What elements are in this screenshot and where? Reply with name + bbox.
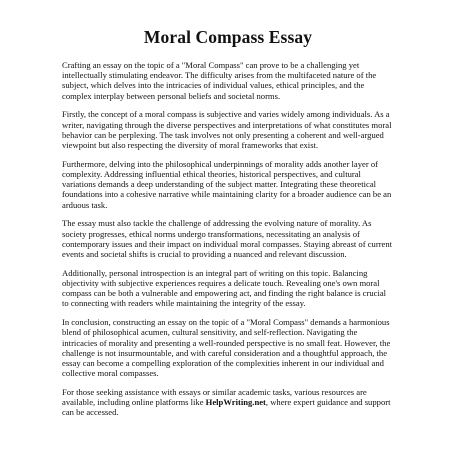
closing-text-after: , where expert guidance and support can be accessed. — [62, 397, 391, 418]
closing-text-before: For those seeking assistance with essays or similar academic tasks, various resources are available, including online platforms like — [62, 387, 367, 408]
document-title: Moral Compass Essay — [143, 27, 313, 47]
paragraph-closing — [62, 387, 394, 418]
paragraph-firstly: Firstly, the concept of a moral compass is subjective and varies widely among individuals. As a writer, navigating through the diverse perspectives and interpretations of what constitutes moral behavior can be perplexing. The task involves not only presenting a coherent and well-argued viewpoint but also respecting the diversity of moral frameworks that exist. — [62, 109, 392, 151]
paragraph-intro: Crafting an essay on the topic of a "Moral Compass" can prove to be a challenging yet intellectually stimulating endeavor. The difficulty arises from the multifaceted nature of the subject, which delves into the intricacies of individual values, ethical principles, and the complex interplay between personal beliefs and societal norms. — [62, 60, 377, 101]
paragraph-conclusion: In conclusion, constructing an essay on the topic of a "Moral Compass" demands a harmonious blend of philosophical acumen, cultural sensitivity, and self-reflection. Navigating the intricacies of morality and presenting a well-rounded perspective is no small feat. However, the challenge is not insurmountable, and with careful consideration and a thoughtful approach, the essay can become a compelling exploration of the complexities inherent in our individual and collective moral compasses. — [62, 317, 391, 379]
paragraph-additionally: Additionally, personal introspection is an integral part of writing on this topic. Balancing objectivity with subjective experiences requires a delicate touch. Revealing one's own moral compass can be both a vulnerable and empowering act, and finding the right balance is crucial to connecting with readers while maintaining the integrity of the essay. — [62, 267, 387, 309]
paragraph-furthermore: Furthermore, delving into the philosophical underpinnings of morality adds another layer of complexity. Addressing influential ethical theories, historical perspectives, and cultural variations demands a deep understanding of the subject matter. Integrating these theoretical foundations into a cohesive narrative while maintaining clarity for a broader audience can be an arduous task. — [62, 158, 392, 210]
helpwriting-link[interactable]: HelpWriting.net — [205, 397, 266, 408]
paragraph-evolving-nature: The essay must also tackle the challenge of addressing the evolving nature of morality. As society progresses, ethical norms undergo transformations, necessitating an analysis of contemporary issues and their impact on individual moral compasses. Staying abreast of current events and societal shifts is crucial to providing a nuanced and relevant discussion. — [62, 218, 393, 260]
